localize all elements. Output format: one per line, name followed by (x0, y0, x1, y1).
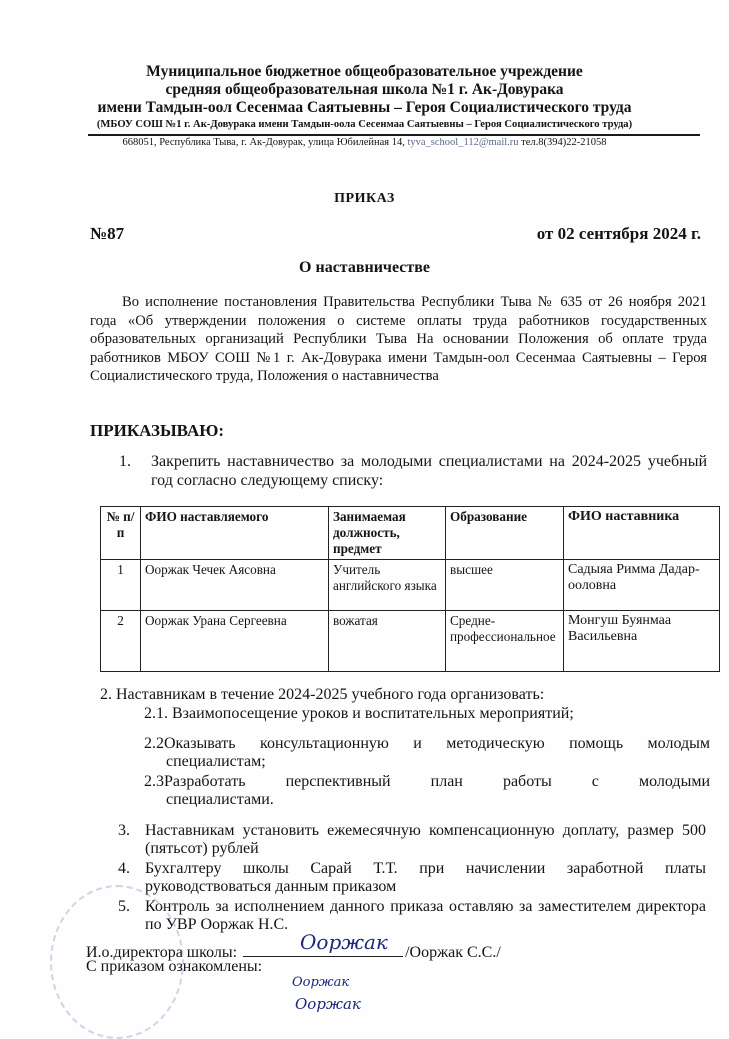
org-name-line3: имени Тамдын-оол Сесенмаа Саятыевны – Героя Социалистического труда (97, 99, 632, 116)
acknowledged-label: С приказом ознакомлены: (86, 958, 263, 975)
item-number: 4. (118, 860, 130, 877)
table-row (101, 560, 720, 611)
cell-education: Средне-профессиональное (446, 611, 564, 672)
subitem-text: Взаимопосещение уроков и воспитательных мероприятий; (172, 705, 574, 722)
letterhead-divider (88, 134, 700, 136)
col-header-mentor: ФИО наставника (564, 507, 720, 560)
table-header-row (101, 507, 720, 560)
item-text: Бухгалтеру школы Сарай Т.Т. при начислении заработной платы руководствоваться данным приказом (145, 860, 706, 895)
col-header-education: Образование (446, 507, 564, 560)
org-email-link[interactable]: tyva_school_112@mail.ru (407, 137, 519, 148)
signatory-name: /Ооржак С.С./ (405, 944, 501, 961)
signature-label: И.о.директора школы: (86, 944, 238, 961)
order-item-2 (100, 686, 710, 809)
subitem-2-1 (144, 705, 710, 723)
cell-mentor: Монгуш Буянмаа Васильевна (564, 611, 720, 672)
org-address: 668051, Республика Тыва, г. Ак-Довурак, улица Юбилейная 14, (122, 137, 405, 148)
cell-position: Учитель английского языка (329, 560, 446, 611)
cell-number: 2 (101, 611, 141, 672)
subitem-number: 2.3 (144, 773, 164, 790)
preamble-paragraph: Во исполнение постановления Правительства Республики Тыва № 635 от 26 ноября 2021 года «Об утверждении положения о системе оплаты труда работников государственных образовательных организаций Республики Тыва На основании Положения об оплате труда работников МБОУ СОШ №1 г. Ак-Довурака имени Тамдын-оол Сесенмаа Саятыевны – Героя Социалистического труда, Положения о наставничества (90, 294, 707, 384)
item-text: Контроль за исполнением данного приказа оставляю за заместителем директора по УВР Ооржак Н.С. (145, 898, 706, 933)
cell-education: высшее (446, 560, 564, 611)
order-heading: ПРИКАЗЫВАЮ: (90, 421, 225, 440)
document-title: ПРИКАЗ (334, 191, 395, 206)
org-short-name: (МБОУ СОШ №1 г. Ак-Довурака имени Тамдын-оола Сесенмаа Саятыевны – Героя Социалистического труда) (96, 119, 633, 130)
cell-mentee: Ооржак Чечек Аясовна (141, 560, 329, 611)
item-2-heading (100, 686, 710, 704)
cell-mentor: Садыяа Римма Дадар-ооловна (564, 560, 720, 611)
subitem-2-3 (144, 773, 710, 809)
order-items-3-5 (118, 822, 706, 936)
subitem-2-2 (144, 735, 710, 771)
cell-mentee: Ооржак Урана Сергеевна (141, 611, 329, 672)
subitem-text: Разработать перспективный план работы с молодыми специалистами. (164, 773, 710, 808)
order-item-1 (119, 452, 707, 490)
subitem-text: Оказывать консультационную и методическую помощь молодым специалистам; (164, 735, 710, 770)
order-item-4 (118, 860, 706, 896)
ack-signature-2: Ооржак (295, 995, 361, 1013)
item-text: Наставникам установить ежемесячную компенсационную доплату, размер 500 (пятьсот) рублей (145, 822, 706, 857)
director-handwritten-signature: Ооржак (300, 930, 388, 954)
cell-number: 1 (101, 560, 141, 611)
org-name-line2: средняя общеобразовательная школа №1 г. Ак-Довурака (165, 81, 564, 98)
item-number: 1. (119, 453, 131, 470)
ack-signature-1: Ооржак (292, 975, 350, 990)
order-number: №87 (90, 224, 125, 243)
org-contacts (0, 137, 729, 148)
item-text: Закрепить наставничество за молодыми специалистами на 2024-2025 учебный год согласно следующему списку: (151, 453, 707, 489)
org-name-line1: Муниципальное бюджетное общеобразовательное учреждение (146, 63, 583, 80)
order-subject: О наставничестве (299, 259, 430, 276)
item-number: 5. (118, 898, 130, 915)
item-number: 3. (118, 822, 130, 839)
col-header-number: № п/п (101, 507, 141, 560)
order-item-5 (118, 898, 706, 934)
org-phone: тел.8(394)22-21058 (521, 137, 607, 148)
order-item-3 (118, 822, 706, 858)
item-text: Наставникам в течение 2024-2025 учебного года организовать: (116, 686, 545, 703)
col-header-mentee: ФИО наставляемого (141, 507, 329, 560)
table-row (101, 611, 720, 672)
col-header-position: Занимаемая должность, предмет (329, 507, 446, 560)
subitem-number: 2.1. (144, 705, 168, 722)
item-number: 2. (100, 686, 112, 703)
order-date: от 02 сентября 2024 г. (536, 224, 701, 243)
subitem-number: 2.2 (144, 735, 164, 752)
mentorship-table (100, 506, 720, 672)
cell-position: вожатая (329, 611, 446, 672)
